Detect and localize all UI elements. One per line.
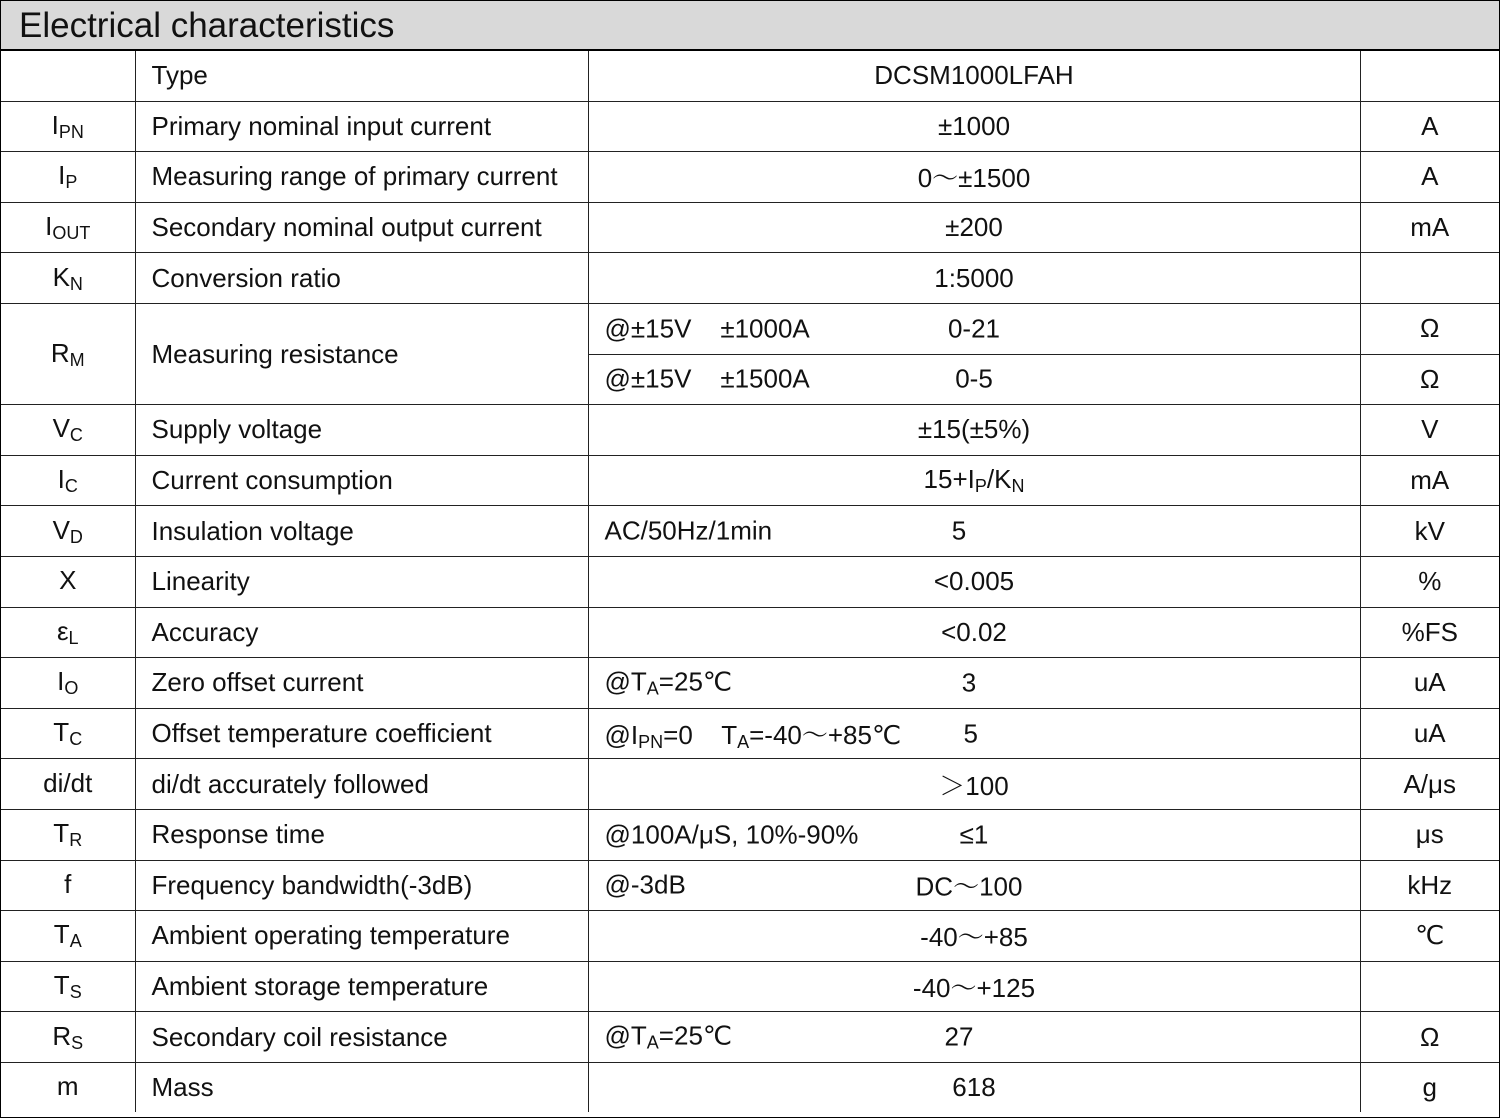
value-text: 0-21 <box>947 313 1001 344</box>
parameter-name: Supply voltage <box>135 405 588 456</box>
parameter-name: Frequency bandwidth(-3dB) <box>135 860 588 911</box>
condition-text: AC/50Hz/1min <box>604 515 773 546</box>
symbol-cell: m <box>1 1062 135 1112</box>
symbol-cell: $T_S$ <box>1 961 135 1012</box>
unit-cell: ℃ <box>1360 911 1499 962</box>
value-cell <box>588 809 1360 860</box>
value-cell: ±15(±5%) <box>588 405 1360 456</box>
table-row <box>1 405 1499 456</box>
value-cell <box>588 1012 1360 1063</box>
unit-cell: V <box>1360 405 1499 456</box>
symbol-cell: $I_C$ <box>1 455 135 506</box>
table-row <box>1 607 1499 658</box>
table-row <box>1 658 1499 709</box>
symbol-cell: $I_P$ <box>1 152 135 203</box>
parameter-name: Mass <box>135 1062 588 1112</box>
condition-text: $@T_A=25℃$ <box>604 1020 733 1053</box>
table-row <box>1 101 1499 152</box>
parameter-name: Secondary nominal output current <box>135 202 588 253</box>
value-text: 0-5 <box>955 363 993 394</box>
symbol-cell: $R_S$ <box>1 1012 135 1063</box>
unit-cell <box>1360 253 1499 304</box>
table-row <box>1 1012 1499 1063</box>
table-row <box>1 556 1499 607</box>
value-text: 3 <box>961 667 977 698</box>
value-text: ≤1 <box>959 819 989 850</box>
table-row <box>1 759 1499 810</box>
symbol-cell: $R_M$ <box>1 303 135 404</box>
unit-header-cell <box>1360 51 1499 101</box>
value-cell: $15+I_P/K_N$ <box>588 455 1360 506</box>
parameter-name: Zero offset current <box>135 658 588 709</box>
unit-cell: g <box>1360 1062 1499 1112</box>
value-text: 27 <box>944 1021 974 1052</box>
unit-cell: %FS <box>1360 607 1499 658</box>
value-cell <box>588 354 1360 405</box>
value-cell <box>588 860 1360 911</box>
table-row <box>1 253 1499 304</box>
value-cell: 0～±1500 <box>588 152 1360 203</box>
condition-text: $@T_A=25℃$ <box>604 666 733 699</box>
unit-cell: mA <box>1360 455 1499 506</box>
value-cell: <0.02 <box>588 607 1360 658</box>
value-cell: ＞100 <box>588 759 1360 810</box>
parameter-name: Linearity <box>135 556 588 607</box>
unit-cell: μs <box>1360 809 1499 860</box>
unit-cell: mA <box>1360 202 1499 253</box>
value-cell: ±200 <box>588 202 1360 253</box>
condition-text: $@I_{PN}=0$ $T_A=-40\sim+85℃$ <box>604 719 902 752</box>
parameter-name: Response time <box>135 809 588 860</box>
unit-cell: A <box>1360 152 1499 203</box>
parameter-name: Insulation voltage <box>135 506 588 557</box>
condition-text: @±15V ±1000A <box>604 313 810 344</box>
unit-cell: kHz <box>1360 860 1499 911</box>
symbol-cell: $I_{OUT}$ <box>1 202 135 253</box>
parameter-name: Measuring resistance <box>135 303 588 404</box>
table-row <box>1 506 1499 557</box>
table-row <box>1 708 1499 759</box>
parameter-name: Primary nominal input current <box>135 101 588 152</box>
model-name: DCSM1000LFAH <box>588 51 1360 101</box>
condition-text: @-3dB <box>604 869 686 900</box>
symbol-cell: $T_C$ <box>1 708 135 759</box>
unit-cell: kV <box>1360 506 1499 557</box>
value-text: DC～100 <box>915 871 1023 902</box>
value-cell: -40～+125 <box>588 961 1360 1012</box>
value-cell: -40～+85 <box>588 911 1360 962</box>
type-label: Type <box>135 51 588 101</box>
unit-cell: A <box>1360 101 1499 152</box>
unit-cell: Ω <box>1360 354 1499 405</box>
parameter-name: Measuring range of primary current <box>135 152 588 203</box>
table-row <box>1 961 1499 1012</box>
parameter-name: Current consumption <box>135 455 588 506</box>
header-row <box>1 51 1499 101</box>
symbol-header-cell <box>1 51 135 101</box>
value-cell: ±1000 <box>588 101 1360 152</box>
parameter-name: Conversion ratio <box>135 253 588 304</box>
value-cell: <0.005 <box>588 556 1360 607</box>
parameter-name: Ambient operating temperature <box>135 911 588 962</box>
symbol-cell: X <box>1 556 135 607</box>
unit-cell: Ω <box>1360 303 1499 354</box>
parameter-name: Offset temperature coefficient <box>135 708 588 759</box>
table-row <box>1 455 1499 506</box>
value-cell <box>588 658 1360 709</box>
value-cell <box>588 303 1360 354</box>
symbol-cell: $V_D$ <box>1 506 135 557</box>
spec-table <box>1 51 1499 1112</box>
condition-text: @±15V ±1500A <box>604 363 810 394</box>
value-cell <box>588 506 1360 557</box>
symbol-cell: $I_{PN}$ <box>1 101 135 152</box>
symbol-cell: $V_C$ <box>1 405 135 456</box>
value-cell <box>588 708 1360 759</box>
symbol-cell: f <box>1 860 135 911</box>
value-text: 5 <box>951 515 967 546</box>
table-row <box>1 860 1499 911</box>
table-row <box>1 911 1499 962</box>
unit-cell: uA <box>1360 658 1499 709</box>
value-text: 5 <box>963 718 978 749</box>
table-row <box>1 303 1499 354</box>
section-title: Electrical characteristics <box>1 1 1499 51</box>
symbol-cell: di/dt <box>1 759 135 810</box>
table-row <box>1 809 1499 860</box>
symbol-cell: $T_R$ <box>1 809 135 860</box>
parameter-name: Ambient storage temperature <box>135 961 588 1012</box>
value-cell: 1:5000 <box>588 253 1360 304</box>
symbol-cell: $\varepsilon_L$ <box>1 607 135 658</box>
symbol-cell: $T_A$ <box>1 911 135 962</box>
symbol-cell: $I_O$ <box>1 658 135 709</box>
unit-cell <box>1360 961 1499 1012</box>
parameter-name: di/dt accurately followed <box>135 759 588 810</box>
parameter-name: Secondary coil resistance <box>135 1012 588 1063</box>
unit-cell: % <box>1360 556 1499 607</box>
parameter-name: Accuracy <box>135 607 588 658</box>
condition-text: @100A/μS, 10%-90% <box>604 819 859 850</box>
unit-cell: A/μs <box>1360 759 1499 810</box>
value-cell: 618 <box>588 1062 1360 1112</box>
table-row <box>1 202 1499 253</box>
unit-cell: Ω <box>1360 1012 1499 1063</box>
unit-cell: uA <box>1360 708 1499 759</box>
table-row <box>1 1062 1499 1112</box>
table-row <box>1 152 1499 203</box>
symbol-cell: $K_N$ <box>1 253 135 304</box>
